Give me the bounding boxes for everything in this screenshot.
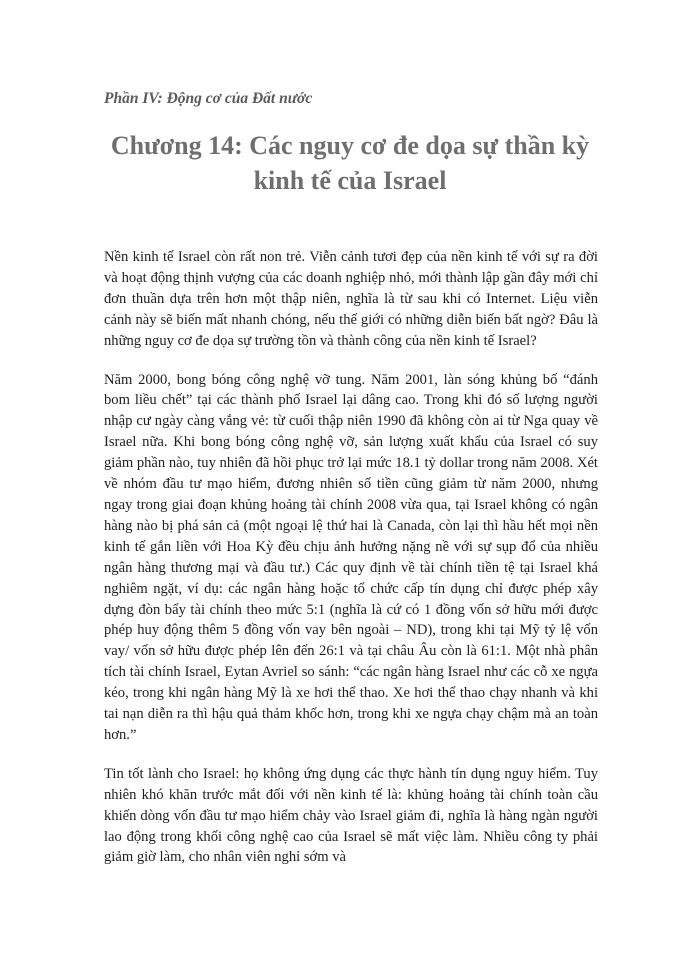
chapter-title-line-1: Chương 14: Các nguy cơ đe dọa sự thần kỳ [110, 131, 590, 160]
paragraph: Tin tốt lành cho Israel: họ không ứng dụng các thực hành tín dụng nguy hiểm. Tuy nhiên khó khăn trước mắt đối với nền kinh tế là: khủng hoảng tài chính toàn cầu khiến dòng vốn đầu tư mạo hiểm chảy vào Israel giảm đi, nghĩa là hàng ngàn người lao động trong khối công nghệ cao của Israel sẽ mất việc làm. Nhiều công ty phải giảm giờ làm, cho nhân viên nghỉ sớm và [104, 765, 598, 866]
chapter-title [80, 128, 620, 198]
part-label: Phần IV: Động cơ của Đất nước [104, 90, 313, 107]
body-text [104, 247, 598, 886]
paragraph: Nền kinh tế Israel còn rất non trẻ. Viễn cảnh tươi đẹp của nền kinh tế với sự ra đời và hoạt động thịnh vượng của các doanh nghiệp nhỏ, mới thành lập gần đây mới chỉ đơn thuần dựa trên hơn một thập niên, nghĩa là từ sau khi có Internet. Liệu viễn cảnh này sẽ biến mất nhanh chóng, nếu thế giới có những diễn biến bất ngờ? Đâu là những nguy cơ đe dọa sự trường tồn và thành công của nền kinh tế Israel? [104, 249, 598, 349]
chapter-title-line-2: kinh tế của Israel [253, 166, 447, 195]
paragraph: Năm 2000, bong bóng công nghệ vỡ tung. Năm 2001, làn sóng khủng bố “đánh bom liều chết” tại các thành phố Israel lại dâng cao. Trong khi đó số lượng người nhập cư ngày càng vắng vẻ: từ cuối thập niên 1990 đã không còn ai từ Nga quay về Israel nữa. Khi bong bóng công nghệ vỡ, sản lượng xuất khẩu của Israel có suy giảm phần nào, tuy nhiên đã hồi phục trở lại mức 18.1 tỷ dollar trong năm 2008. Xét về nhóm đầu tư mạo hiểm, đương nhiên số tiền cũng giảm từ năm 2000, nhưng ngay trong giai đoạn khủng hoảng tài chính 2008 vừa qua, tại Israel không có ngân hàng nào bị phá sản cả (một ngoại lệ thứ hai là Canada, còn lại thì hầu hết mọi nền kinh tế gắn liền với Hoa Kỳ đều chịu ảnh hưởng nặng nề với sự sụp đổ của nhiều ngân hàng thương mại và đầu tư.) Các quy định về tài chính tiền tệ tại Israel khá nghiêm ngặt, ví dụ: các ngân hàng hoặc tổ chức cấp tín dụng chỉ được phép xây dựng đòn bẩy tài chính theo mức 5:1 (nghĩa là cứ có 1 đồng vốn sở hữu mới được phép huy động thêm 5 đồng vốn vay bên ngoài – ND), trong khi tại Mỹ tỷ lệ vốn vay/ vốn sở hữu được phép lên đến 26:1 và tại châu Âu còn là 61:1. Một nhà phân tích tài chính Israel, Eytan Avriel so sánh: “các ngân hàng Israel như các cỗ xe ngựa kéo, trong khi ngân hàng Mỹ là xe hơi thể thao. Xe hơi thể thao chạy nhanh và khi tai nạn diễn ra thì hậu quả thảm khốc hơn, trong khi xe ngựa chạy chậm mà an toàn hơn.” [104, 371, 598, 743]
